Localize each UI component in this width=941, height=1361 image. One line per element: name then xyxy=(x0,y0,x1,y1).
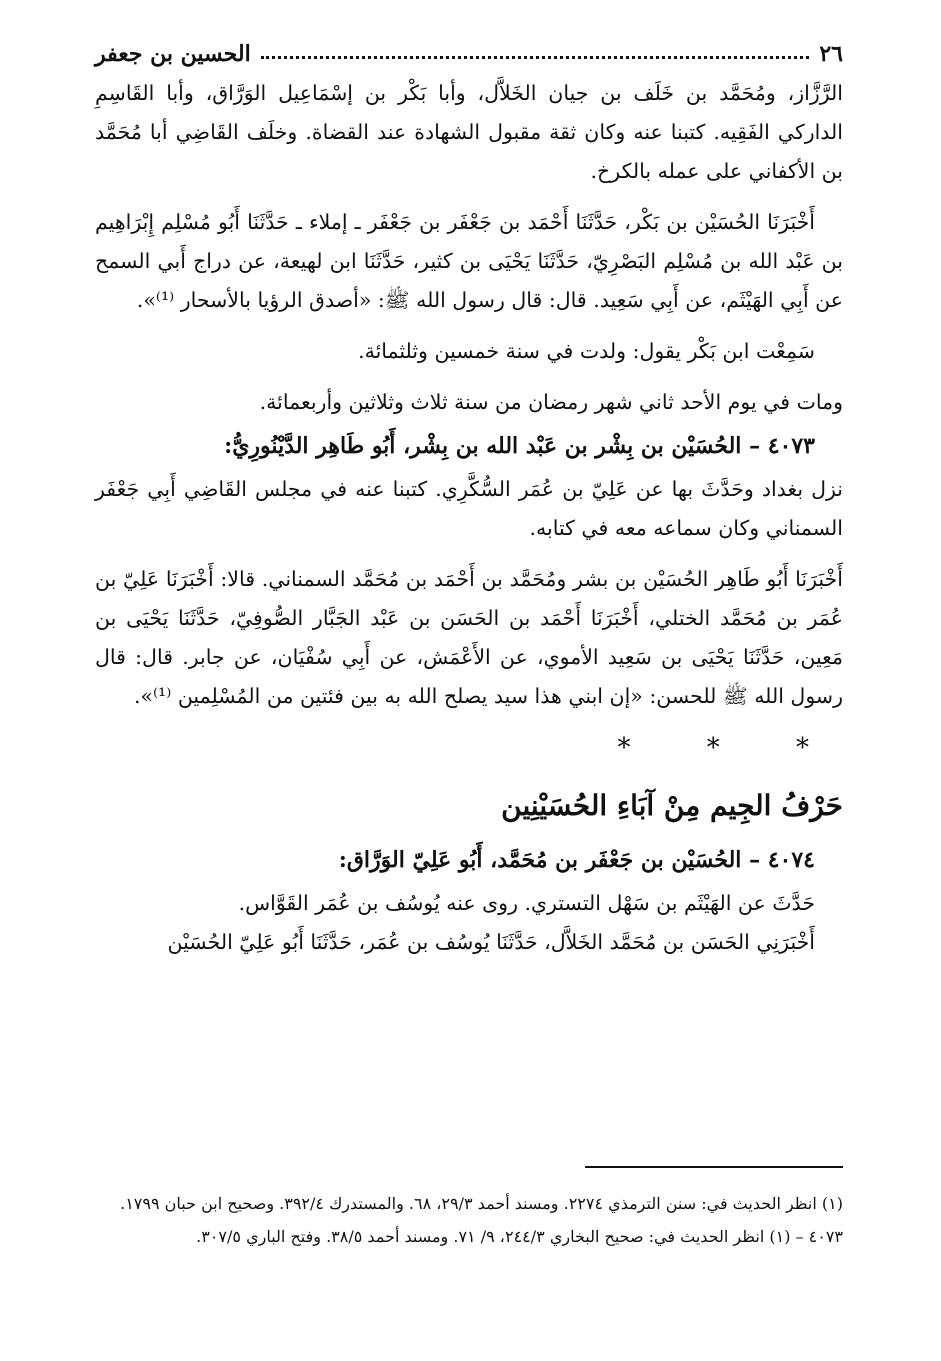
footnote: (١) انظر الحديث في: سنن الترمذي ٢٢٧٤. ومسند أحمد ٢٩/٣، ٦٨. والمستدرك ٣٩٢/٤. وصحيح ابن حبان ١٧٩٩. xyxy=(120,1194,843,1213)
entry-heading: ٤٠٧٣ – الحُسَيْن بن بِشْر بن عَبْد الله بن بِشْر، أَبُو طَاهِر الدَّيْنُورِيُّ: xyxy=(224,433,815,459)
footnotes xyxy=(95,1190,843,1256)
paragraph: أَخْبَرَنَا الحُسَيْن بن بَكْر، حَدَّثَنَا أَحْمَد بن جَعْفَر بن جَعْفَر ـ إملاء ـ حَدَّثَنَا أَبُو مُسْلِم إِبْرَاهِيم بن عَبْد الله بن مُسْلِم البَصْرِيّ، حَدَّثَنَا يَحْيَى بن كثير، حَدَّثَنَا ابن لهيعة، عن دراج أَبي السمح عن أَبِي الهَيْثَم، عن أَبِي سَعِيد. قال: قال رسول الله ﷺ: «أصدق الرؤيا بالأسحار ⁽¹⁾». xyxy=(95,210,843,312)
paragraph: الرَّزَّاز، ومُحَمَّد بن خَلَف بن جيان الخَلاَّل، وأبا بَكْر بن إسْمَاعِيل الوَرَّاق، وأبا القَاسِمِ الداركي الفَقِيه. كتبنا عنه وكان ثقة مقبول الشهادة عند القضاة. وخلَف القَاضِي أبا مُحَمَّد بن الأكفاني على عمله بالكرخ. xyxy=(95,81,843,183)
paragraph: سَمِعْت ابن بَكْر يقول: ولدت في سنة خمسين وثلثمائة. xyxy=(358,339,815,363)
footnote-divider xyxy=(585,1166,843,1168)
paragraph: حَدَّثَ عن الهَيْثَم بن سَهْل التستري. روى عنه يُوسُف بن عُمَر القَوَّاس. xyxy=(238,891,815,915)
footnote: ٤٠٧٣ – (١) انظر الحديث في: صحيح البخاري ٢٤٤/٣، ٩/ ٧١. ومسند أحمد ٣٨/٥. وفتح الباري ٣٠٧/٥. xyxy=(196,1227,843,1246)
paragraph: أَخْبَرَنِي الحَسَن بن مُحَمَّد الخَلاَّل، حَدَّثَنَا يُوسُف بن عُمَر، حَدَّثَنَا أَبُو عَلِيّ الحُسَيْن xyxy=(167,930,815,954)
main-text xyxy=(95,74,843,962)
running-title: الحسين بن جعفر xyxy=(95,41,251,67)
entry-heading: ٤٠٧٤ – الحُسَيْن بن جَعْفَر بن مُحَمَّد، أَبُو عَلِيّ الوَرَّاق: xyxy=(338,847,815,873)
section-separator-stars: * * * xyxy=(617,733,843,763)
paragraph: أَخْبَرَنَا أَبُو طَاهِر الحُسَيْن بن بشر ومُحَمَّد بن أَحْمَد بن مُحَمَّد السمناني. قالا: أَخْبَرَنَا عَلِيّ بن عُمَر بن مُحَمَّد الختلي، أَخْبَرَنَا أَحْمَد بن الحَسَن بن عَبْد الجَبَّار الصُّوفِيّ، حَدَّثَنَا يَحْيَى بن مَعِين، حَدَّثَنَا يَحْيَى بن سَعِيد الأموي، عن الأَعْمَش، عن أَبِي سُفْيَان، عن جابر. قال: قال رسول الله ﷺ للحسن: «إن ابني هذا سيد يصلح الله به بين فئتين من المُسْلِمين ⁽¹⁾». xyxy=(95,567,843,708)
paragraph: ومات في يوم الأحد ثاني شهر رمضان من سنة ثلاث وثلاثين وأربعمائة. xyxy=(259,390,843,414)
section-title: حَرْفُ الجِيم مِنْ آبَاءِ الحُسَيْنِين xyxy=(501,789,843,822)
header-dotted-leader xyxy=(261,56,810,59)
page-number: ٢٦ xyxy=(819,41,843,67)
page-header xyxy=(95,34,843,74)
paragraph: نزل بغداد وحَدَّثَ بها عن عَلِيّ بن عُمَر السُّكَّرِي. كتبنا عنه في مجلس القَاضِي أَبِي جَعْفَر السمناني وكان سماعه معه في كتابه. xyxy=(95,477,843,540)
